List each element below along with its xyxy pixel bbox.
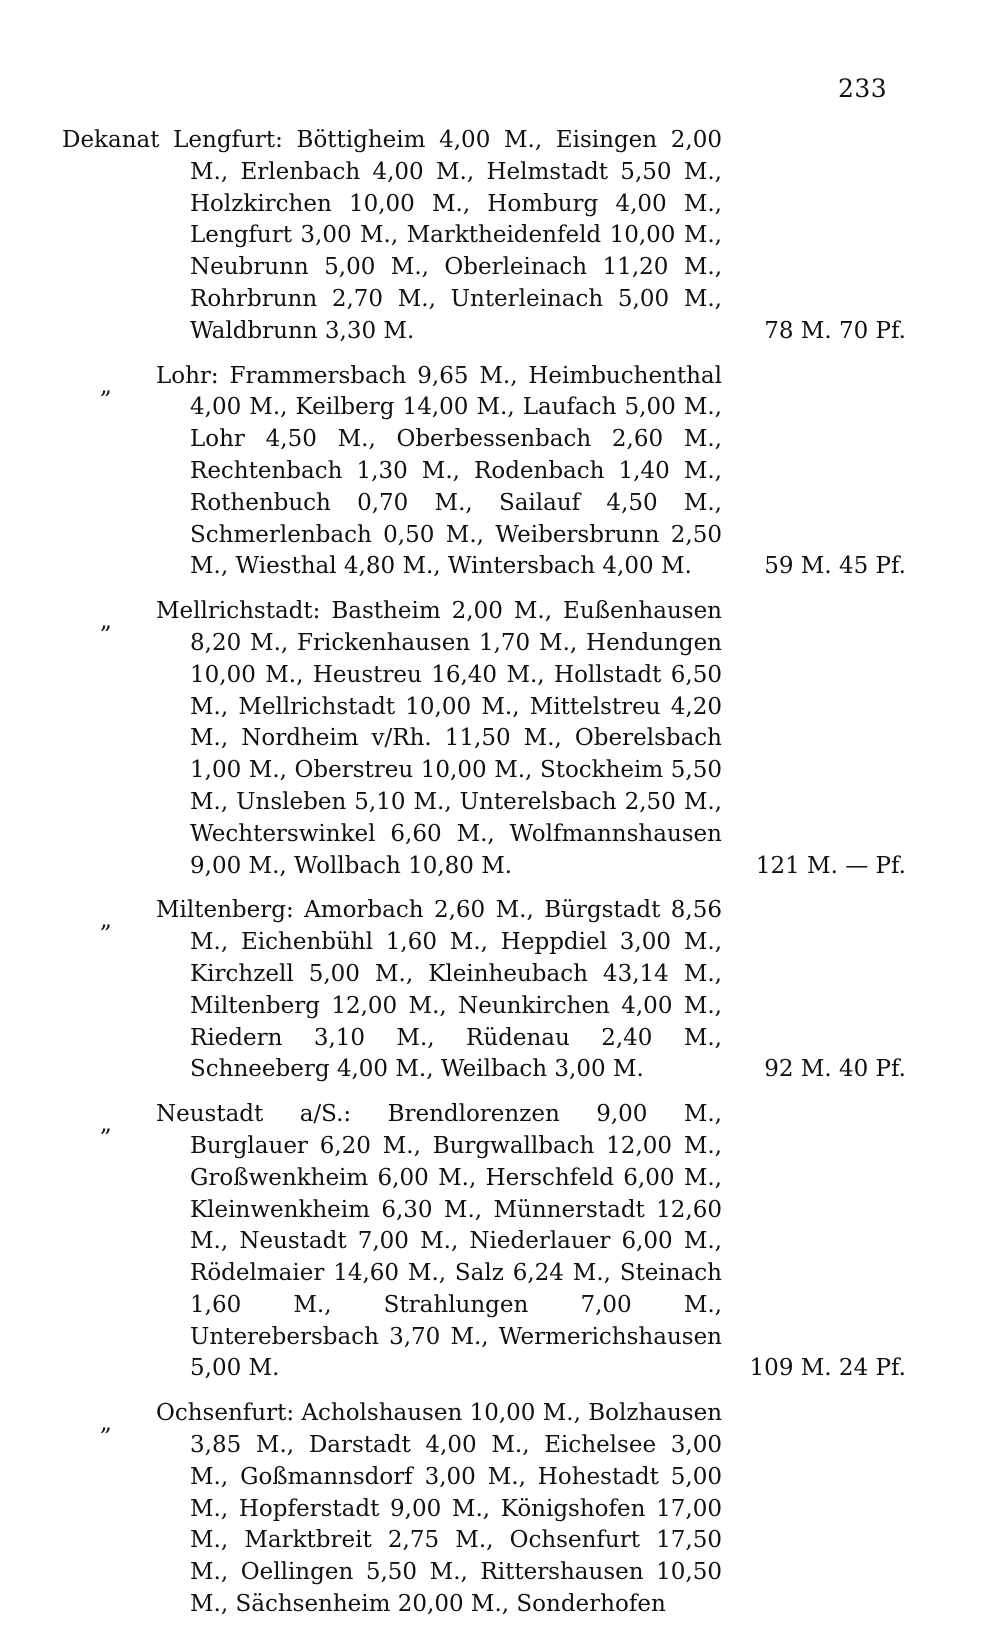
entry-text: Dekanat Lengfurt: Böttigheim 4,00 M., Eisingen 2,00 M., Erlenbach 4,00 M., Helmstadt 5,50 M., Holzkirchen 10,00 M., Homburg 4,00 M., Lengfurt 3,00 M., Marktheidenfeld 10,00 M., Neubrunn 5,00 M., Oberleinach 11,20 M., Rohrbrunn 2,70 M., Unterleinach 5,00 M., Waldbrunn 3,30 M. — [62, 127, 722, 344]
entry-miltenberg — [0, 895, 1000, 1086]
entry-ochsenfurt — [0, 1398, 1000, 1621]
entry-total: 92 M. 40 Pf. — [764, 1056, 906, 1083]
entry-total: 59 M. 45 Pf. — [764, 553, 906, 580]
entry-text: Neustadt a/S.: Brendlorenzen 9,00 M., Burglauer 6,20 M., Burgwallbach 12,00 M., Großwenkheim 6,00 M., Herschfeld 6,00 M., Kleinwenkheim 6,30 M., Münnerstadt 12,60 M., Neustadt 7,00 M., Niederlauer 6,00 M., Rödelmaier 14,60 M., Salz 6,24 M., Steinach 1,60 M., Strahlungen 7,00 M., Unterebersbach 3,70 M., Wermerichshausen 5,00 M. — [156, 1101, 722, 1382]
ditto-mark: „ — [100, 372, 112, 399]
ditto-mark: „ — [100, 1410, 112, 1437]
entry-lengfurt — [0, 125, 1000, 348]
entry-text: Miltenberg: Amorbach 2,60 M., Bürgstadt 8,56 M., Eichenbühl 1,60 M., Heppdiel 3,00 M., Kirchzell 5,00 M., Kleinheubach 43,14 M., Miltenberg 12,00 M., Neunkirchen 4,00 M., Riedern 3,10 M., Rüdenau 2,40 M., Schneeberg 4,00 M., Weilbach 3,00 M. — [156, 897, 722, 1083]
entry-neustadt — [0, 1099, 1000, 1385]
ditto-mark: „ — [100, 907, 112, 934]
deanery-list — [0, 125, 1000, 1634]
entry-mellrichstadt — [0, 596, 1000, 882]
ditto-mark: „ — [100, 608, 112, 635]
entry-text: Lohr: Frammersbach 9,65 M., Heimbuchenthal 4,00 M., Keilberg 14,00 M., Laufach 5,00 M., Lohr 4,50 M., Oberbessenbach 2,60 M., Rechtenbach 1,30 M., Rodenbach 1,40 M., Rothenbuch 0,70 M., Sailauf 4,50 M., Schmerlenbach 0,50 M., Weibersbrunn 2,50 M., Wiesthal 4,80 M., Wintersbach 4,00 M. — [156, 362, 722, 580]
entry-total: 121 M. — Pf. — [755, 852, 906, 879]
entry-total: 109 M. 24 Pf. — [749, 1355, 906, 1382]
entry-total: 78 M. 70 Pf. — [764, 317, 906, 344]
page-number: 233 — [838, 74, 888, 103]
entry-text: Mellrichstadt: Bastheim 2,00 M., Eußenhausen 8,20 M., Frickenhausen 1,70 M., Hendungen 10,00 M., Heustreu 16,40 M., Hollstadt 6,50 M., Mellrichstadt 10,00 M., Mittelstreu 4,20 M., Nordheim v/Rh. 11,50 M., Oberelsbach 1,00 M., Oberstreu 10,00 M., Stockheim 5,50 M., Unsleben 5,10 M., Unterelsbach 2,50 M., Wechterswinkel 6,60 M., Wolfmannshausen 9,00 M., Wollbach 10,80 M. — [156, 598, 722, 879]
entry-text: Ochsenfurt: Acholshausen 10,00 M., Bolzhausen 3,85 M., Darstadt 4,00 M., Eichelsee 3,00 M., Goßmannsdorf 3,00 M., Hohestadt 5,00 M., Hopferstadt 9,00 M., Königshofen 17,00 M., Marktbreit 2,75 M., Ochsenfurt 17,50 M., Oellingen 5,50 M., Rittershausen 10,50 M., Sächsenheim 20,00 M., Sonderhofen — [156, 1400, 723, 1618]
entry-lohr — [0, 361, 1000, 584]
ditto-mark: „ — [100, 1111, 112, 1138]
